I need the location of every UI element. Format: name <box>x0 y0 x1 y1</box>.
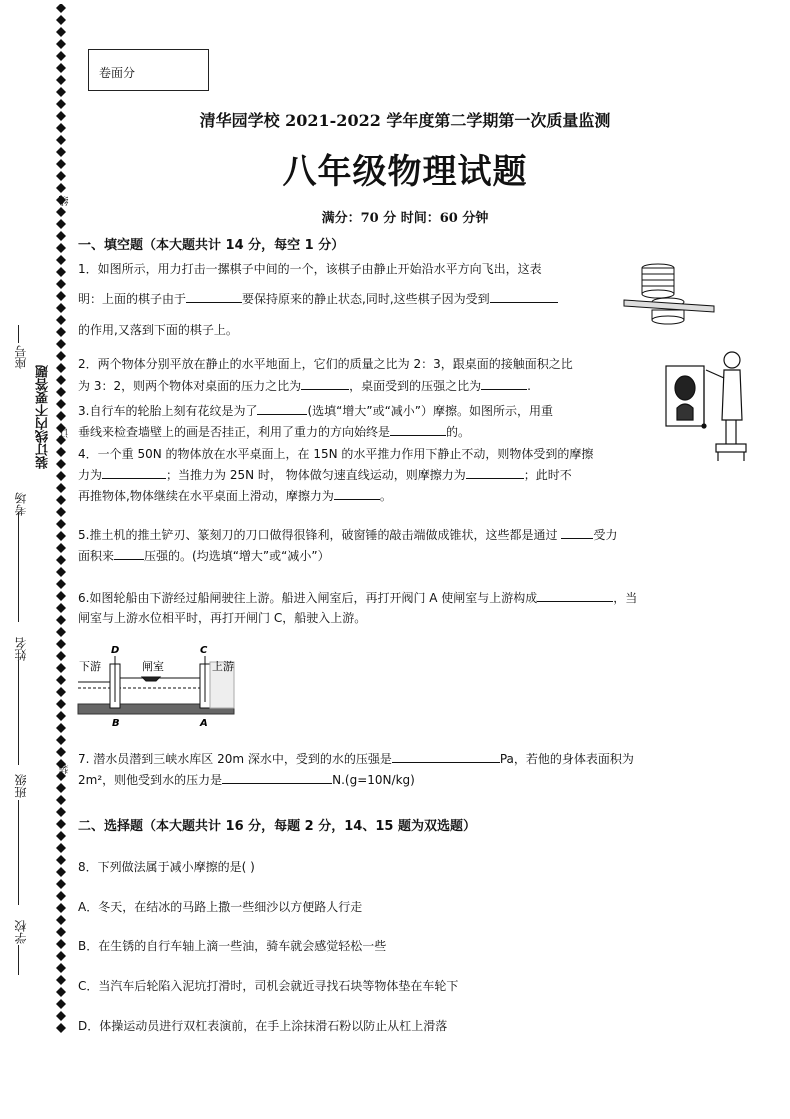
q3-text-c: 垂线来检查墙壁上的画是否挂正，利用了重力的方向始终是 <box>78 425 391 439</box>
lock-label-D: D <box>111 645 120 656</box>
q7-line1 <box>78 748 634 770</box>
q5-blank-2[interactable] <box>114 546 144 560</box>
q7-text-d: N.(g=10N/kg) <box>332 773 415 787</box>
diamond-mark <box>56 975 66 985</box>
q1-line1: 1．如图所示，用力打击一摞棋子中间的一个，该棋子由静止开始沿水平方向飞出，这表 <box>78 262 542 276</box>
score-box <box>88 49 209 91</box>
diamond-mark <box>56 591 66 601</box>
diamond-mark <box>56 843 66 853</box>
diamond-mark <box>56 939 66 949</box>
lock-label-B: B <box>112 718 120 729</box>
q2-text-c: . <box>527 379 531 393</box>
diamond-mark <box>56 315 66 325</box>
diamond-mark <box>56 891 66 901</box>
q5-blank-1[interactable] <box>561 525 593 539</box>
q7-blank-2[interactable] <box>222 770 332 784</box>
q7-blank-1[interactable] <box>392 749 500 763</box>
sidebar-class: 班级 <box>14 774 28 798</box>
school-line: 清华园学校 2021-2022 学年度第二学期第一次质量监测 <box>199 111 611 130</box>
diamond-mark <box>56 927 66 937</box>
q4-blank-1[interactable] <box>102 465 166 479</box>
diamond-mark <box>56 27 66 37</box>
q3-blank-1[interactable] <box>257 401 307 415</box>
diamond-mark <box>56 747 66 757</box>
q2-line2 <box>78 375 531 397</box>
diamond-mark <box>56 303 66 313</box>
diamond-mark <box>56 951 66 961</box>
q5-text-a: 5.推土机的推土铲刃、篆刻刀的刀口做得很锋利，破窗锤的敲击端做成锥状，这些都是通过 <box>78 528 558 542</box>
diamond-mark <box>56 459 66 469</box>
q1-line3: 的作用,又落到下面的棋子上。 <box>78 323 238 337</box>
sidebar-school: 学校 <box>14 920 28 944</box>
score-box-label: 卷面分 <box>99 66 136 80</box>
diamond-mark <box>56 855 66 865</box>
q4-text-a: 力为 <box>78 468 103 482</box>
diamond-mark <box>56 15 66 25</box>
q4-line2 <box>78 464 572 486</box>
q2-blank-1[interactable] <box>301 376 349 390</box>
q5-text-c: 面积来 <box>78 549 115 563</box>
diamond-mark <box>56 447 66 457</box>
diamond-mark <box>56 75 66 85</box>
q4-blank-2[interactable] <box>466 465 524 479</box>
diamond-mark <box>56 339 66 349</box>
diamond-mark <box>56 87 66 97</box>
diamond-mark <box>56 699 66 709</box>
diamond-mark <box>56 363 66 373</box>
q4-line1: 4．一个重 50N 的物体放在水平桌面上，在 15N 的水平推力作用下静止不动，则物体受到的摩擦 <box>78 447 594 461</box>
q4-line3 <box>78 485 392 507</box>
score-time: 满分：70 分 时间：60 分钟 <box>321 211 489 226</box>
diamond-mark <box>56 411 66 421</box>
diamond-mark <box>56 795 66 805</box>
diamond-mark <box>56 555 66 565</box>
lock-label-down: 下游 <box>79 660 101 673</box>
sidebar-xian-top: 线 <box>60 196 71 206</box>
diamond-mark <box>56 819 66 829</box>
diamond-mark <box>56 255 66 265</box>
q3-line1 <box>78 400 553 422</box>
diamond-mark <box>56 615 66 625</box>
diamond-mark <box>56 915 66 925</box>
diamond-mark <box>56 1023 66 1033</box>
diamond-mark <box>56 735 66 745</box>
diamond-mark <box>56 387 66 397</box>
q1-text-a: 明：上面的棋子由于 <box>78 292 187 306</box>
q5-line2 <box>78 545 330 567</box>
diamond-mark <box>56 399 66 409</box>
q5-line1 <box>78 524 617 546</box>
sidebar-write-line <box>18 660 19 765</box>
sidebar-write-line <box>18 800 19 905</box>
diamond-mark <box>56 579 66 589</box>
diamond-mark <box>56 495 66 505</box>
q4-text-c: ；此时不 <box>523 468 572 482</box>
q7-text-a: 7. 潜水员潜到三峡水库区 20m 深水中，受到的水的压强是 <box>78 752 392 766</box>
diamond-mark <box>56 867 66 877</box>
q5-text-d: 压强的。(均选填“增大”或“减小”） <box>144 549 330 563</box>
lock-label-C: C <box>200 645 208 656</box>
diamond-mark <box>56 627 66 637</box>
q7-text-b: Pa，若他的身体表面积为 <box>499 752 634 766</box>
diamond-mark <box>56 351 66 361</box>
section1-heading: 一、填空题（本大题共计 14 分，每空 1 分） <box>78 238 345 253</box>
diamond-mark <box>56 879 66 889</box>
diamond-mark <box>56 567 66 577</box>
sidebar-name: 姓名 <box>14 637 28 661</box>
q2-text-a: 为 3：2，则两个物体对桌面的压力之比为 <box>78 379 302 393</box>
diamond-mark <box>56 51 66 61</box>
diamond-mark <box>56 831 66 841</box>
page-title: 八年级物理试题 <box>282 152 528 192</box>
sidebar-write-line <box>18 512 19 622</box>
diamond-mark <box>56 783 66 793</box>
diamond-mark <box>56 375 66 385</box>
diamond-mark <box>56 63 66 73</box>
q6-line1 <box>78 587 637 609</box>
section2-heading: 二、选择题（本大题共计 16 分，每题 2 分，14、15 题为双选题） <box>78 819 476 834</box>
sidebar-write-line <box>18 325 19 343</box>
diamond-mark <box>56 531 66 541</box>
diamond-mark <box>56 675 66 685</box>
diamond-mark <box>56 267 66 277</box>
diamond-mark <box>56 723 66 733</box>
diamond-mark <box>56 279 66 289</box>
diamond-mark <box>56 687 66 697</box>
diamond-mark <box>56 639 66 649</box>
sidebar-seat-no: 座号 <box>14 345 28 369</box>
q1-text-b: 要保持原来的静止状态,同时,这些棋子因为受到 <box>242 292 490 306</box>
q7-line2 <box>78 769 415 791</box>
sidebar-exam-room: 考场 <box>14 492 28 516</box>
diamond-mark <box>56 4 66 13</box>
q1-line2 <box>78 288 558 310</box>
q4-text-b: ；当推力为 25N 时， 物体做匀速直线运动，则摩擦力为 <box>166 468 466 482</box>
sidebar-ding: 订 <box>60 428 71 438</box>
diamond-mark <box>56 711 66 721</box>
sidebar-write-line <box>18 945 19 975</box>
q3-text-a: 3.自行车的轮胎上刻有花纹是为了 <box>78 404 258 418</box>
q2-line1: 2．两个物体分别平放在静止的水平地面上，它们的质量之比为 2：3，跟桌面的接触面积之比 <box>78 357 573 371</box>
diamond-mark <box>56 987 66 997</box>
diamond-mark <box>56 651 66 661</box>
q3-line2 <box>78 421 470 443</box>
ship-lock-figure <box>76 642 240 730</box>
q5-text-b: 受力 <box>593 528 618 542</box>
q8-option-c[interactable]: C．当汽车后轮陷入泥坑打滑时，司机会就近寻找石块等物体垫在车轮下 <box>78 979 459 993</box>
diamond-mark <box>56 507 66 517</box>
checker-stack-figure <box>622 258 716 328</box>
sidebar-zhuang: 装 <box>60 764 71 774</box>
q8-option-b[interactable]: B．在生锈的自行车轴上滴一些油，骑车就会感觉轻松一些 <box>78 939 387 953</box>
diamond-mark <box>56 39 66 49</box>
diamond-mark <box>56 1011 66 1021</box>
diamond-mark <box>56 471 66 481</box>
q6-line2: 闸室与上游水位相平时，再打开闸门 C，船驶入上游。 <box>78 611 367 625</box>
q2-text-b: ，桌面受到的压强之比为 <box>349 379 482 393</box>
lock-label-A: A <box>200 718 208 729</box>
diamond-mark <box>56 231 66 241</box>
q2-blank-2[interactable] <box>481 376 527 390</box>
diamond-mark <box>56 603 66 613</box>
sidebar-no-answer: 装订线内不要答题 <box>36 365 51 469</box>
q6-text-b: ，当 <box>613 591 638 605</box>
diamond-mark <box>56 483 66 493</box>
diamond-mark <box>56 243 66 253</box>
plumb-line-figure <box>658 348 748 463</box>
q3-text-b: (选填“增大”或“减小”）摩擦。如图所示，用重 <box>307 404 554 418</box>
lock-label-chamber: 闸室 <box>142 660 164 673</box>
q6-text-a: 6.如图轮船由下游经过船闸驶往上游。船进入闸室后，再打开阀门 A 使闸室与上游构成 <box>78 591 538 605</box>
q1-blank-1[interactable] <box>186 289 242 303</box>
q4-blank-3[interactable] <box>334 486 380 500</box>
q8-stem: 8．下列做法属于减小摩擦的是( ) <box>78 860 255 874</box>
q4-text-e: 。 <box>379 489 392 503</box>
q4-text-d: 再推物体,物体继续在水平桌面上滑动，摩擦力为 <box>78 489 334 503</box>
diamond-mark <box>56 963 66 973</box>
diamond-mark <box>56 291 66 301</box>
lock-label-up: 上游 <box>212 660 234 673</box>
q1-blank-2[interactable] <box>490 289 558 303</box>
diamond-mark <box>56 663 66 673</box>
q3-blank-2[interactable] <box>390 422 446 436</box>
diamond-mark <box>56 543 66 553</box>
diamond-mark <box>56 999 66 1009</box>
q6-blank-1[interactable] <box>537 588 613 602</box>
q7-text-c: 2m²，则他受到水的压力是 <box>78 773 223 787</box>
q8-option-d[interactable]: D．体操运动员进行双杠表演前，在手上涂抹滑石粉以防止从杠上滑落 <box>78 1019 448 1033</box>
diamond-mark <box>56 327 66 337</box>
q3-text-d: 的。 <box>446 425 471 439</box>
diamond-mark <box>56 519 66 529</box>
diamond-mark <box>56 807 66 817</box>
q8-option-a[interactable]: A．冬天，在结冰的马路上撒一些细沙以方便路人行走 <box>78 900 363 914</box>
diamond-mark <box>56 903 66 913</box>
